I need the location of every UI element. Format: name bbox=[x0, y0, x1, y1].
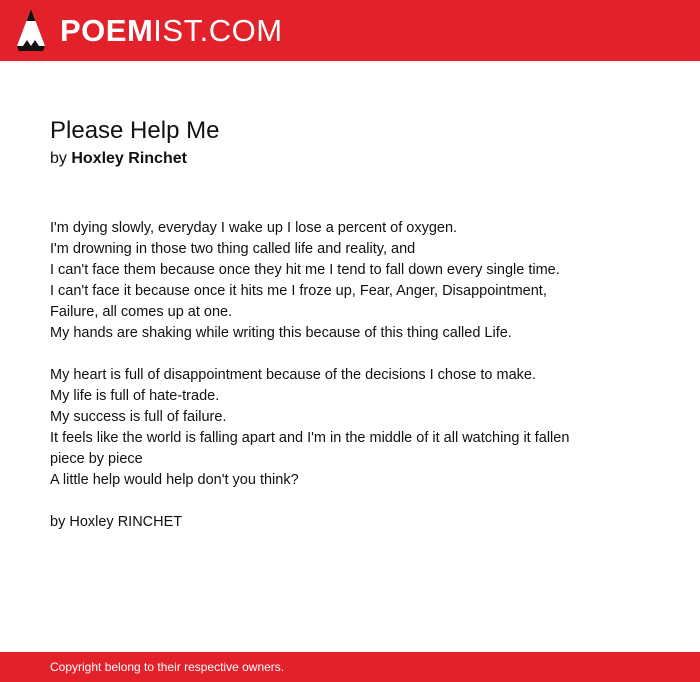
poem-stanza bbox=[50, 365, 570, 491]
poem-line: I can't face it because once it hits me I froze up, Fear, Anger, Disappointment, Failure, all comes up at one. bbox=[50, 283, 547, 320]
poem-line: My hands are shaking while writing this because of this thing called Life. bbox=[50, 325, 512, 341]
poem-byline bbox=[50, 148, 570, 170]
poem-line: My life is full of hate-trade. bbox=[50, 388, 220, 404]
poem-line: A little help would help don't you think? bbox=[50, 472, 299, 488]
pencil-tip-icon bbox=[14, 8, 48, 52]
byline-prefix: by bbox=[50, 150, 67, 167]
logo-wordmark bbox=[60, 12, 283, 48]
poem-line: I'm drowning in those two thing called life and reality, and bbox=[50, 241, 416, 257]
copyright-text: Copyright belong to their respective owners. bbox=[50, 660, 285, 674]
poem-stanza bbox=[50, 218, 570, 344]
poem-body bbox=[50, 218, 570, 533]
poem-line: I'm dying slowly, everyday I wake up I lose a percent of oxygen. bbox=[50, 220, 458, 236]
poem-line: My success is full of failure. bbox=[50, 409, 227, 425]
poem-title: Please Help Me bbox=[50, 117, 220, 144]
poem-content bbox=[50, 114, 570, 533]
poem-signature: by Hoxley RINCHET bbox=[50, 514, 183, 530]
poem-line: It feels like the world is falling apart and I'm in the middle of it all watching it fallen piece by piece bbox=[50, 430, 570, 467]
site-header bbox=[0, 0, 700, 61]
logo-light-text: IST.COM bbox=[153, 12, 283, 48]
site-logo[interactable] bbox=[14, 8, 283, 52]
poem-line: I can't face them because once they hit me I tend to fall down every single time. bbox=[50, 262, 560, 278]
logo-bold-text: POEM bbox=[60, 12, 154, 48]
poem-line: My heart is full of disappointment because of the decisions I chose to make. bbox=[50, 367, 537, 383]
site-footer bbox=[0, 652, 700, 682]
poem-author-link[interactable]: Hoxley Rinchet bbox=[71, 150, 187, 167]
